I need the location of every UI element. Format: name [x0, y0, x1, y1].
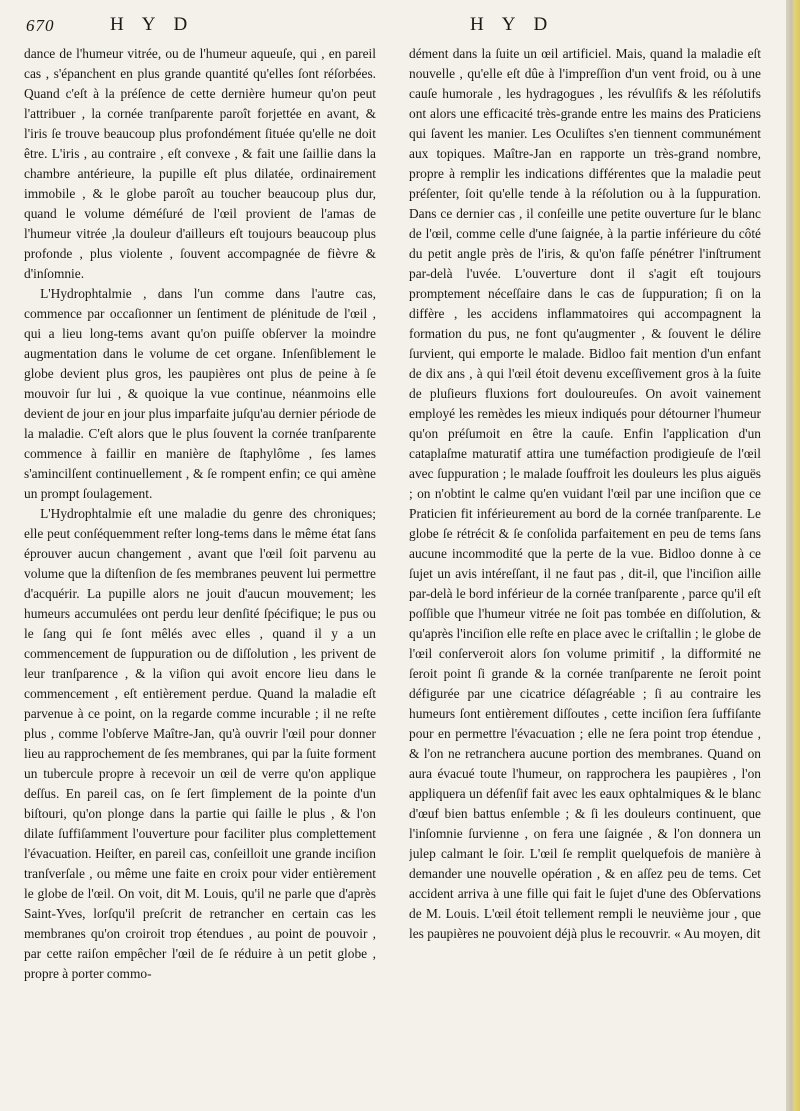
page-header: [26, 14, 766, 44]
left-column: [24, 44, 376, 1104]
page-number: 670: [26, 16, 55, 35]
running-head-left: H Y D: [110, 14, 195, 35]
paragraph: L'Hydrophtalmie , dans l'un comme dans l'autre cas, commence par occaſionner un ſentiment de plénitude de l'œil , qui a lieu long-tems avant qu'on puiſſe obſerver la moindre augmentation dans le volume de cet organe. Inſenſiblement le globe devient plus gros, les paupières ont plus de peine à ſe mouvoir ſur lui , & quoique la vue continue, néanmoins elle devient de jour en jour plus imparfaite juſqu'au dernier période de la maladie. C'eſt alors que le plus ſouvent la cornée tranſparente commence à faillir en manière de ſtaphylôme , ſes lames s'amincilſent continuellement , & ſe rompent enfin; ce qui amène un prompt ſoulagement.: [24, 286, 376, 501]
paragraph: dément dans la ſuite un œil artificiel. Mais, quand la maladie eſt nouvelle , qu'elle eſt dûe à l'impreſſion d'un vent froid, ou à une cauſe humorale , les hydragogues , les révulſifs & les réſolutifs ont alors une efficacité très-grande entre les mains des Praticiens qui ſavent les manier. Les Oculiſtes s'en tiennent communément aux topiques. Maître-Jan en rapporte un très-grand nombre, propre à remplir les indications différentes que la maladie peut préſenter, ſoit qu'elle tende à la réſolution ou à la ſuppuration. Dans ce dernier cas , il conſeille une petite ouverture ſur le blanc de l'œil, comme celle d'une ſaignée, à la partie inférieure du côté du petit angle près de l'iris, & qu'on faſſe pénétrer l'inſtrument par-delà l'uvée. L'ouverture dont il s'agit eſt toujours promptement néceſſaire dans le cas de ſuppuration; ſi on la diffère , les accidens inflammatoires qui accompagnent la formation du pus, ne font qu'augmenter , & ſouvent le délire ſurvient, qui emporte le malade. Bidloo fait mention d'un enfant de dix ans , à qui l'œil étoit devenu exceſſivement gros à la ſuite de pluſieurs fluxions fort douloureuſes. On avoit vainement employé les remèdes les mieux indiqués pour détourner l'humeur qu'on préſumoit en être la cauſe. Enfin l'application d'un cataplaſme maturatif attira une tuméfaction prodigieuſe de l'œil avec ſuppuration ; le malade ſouffroit les douleurs les plus aiguës ; on n'obtint le calme qu'en vuidant l'œil par une inciſion que ce Praticien fit inférieurement au bord de la cornée tranſparente. Le globe ſe rétrécit & ſe conſolida parfaitement en peu de tems ſans aucune incommodité que la perte de la vue. Bidloo donne à ce ſujet un avis intéreſſant, il ne faut pas , dit-il, que l'inciſion aille par-delà le bord inférieur de la cornée tranſparente , parce qu'il eſt poſſible que l'humeur vitrée ne ſoit pas tombée en diſſolution, & qu'après l'inciſion elle reſte en place avec le criſtallin ; le globe de l'œil conſerveroit alors ſon volume primitif , la difformité ne ſeroit point ſi grande & la cornée tranſparente ne ſeroit point défigurée par une cicatrice déſagréable ; ſi au contraire les humeurs ſont entièrement diſſoutes , cette inciſion ſera ſuffiſante pour en permettre l'évacuation ; elle ne ſera point trop étendue , & l'on ne retranchera aucune portion des membranes. Quand on aura évacué toute l'humeur, on rapprochera les paupières , l'on appliquera un défenſif fait avec les eaux ophtalmiques & le blanc d'œuf bien battus enſemble ; & ſi les douleurs continuent, que l'inſomnie ſurvienne , on fera une ſaignée , & l'on donnera un julep calmant le ſoir. L'œil ſe remplit quelquefois de manière à demander une nouvelle opération , & en aſſez peu de tems. Cet accident arriva à une fille qui fait le ſujet d'une des Obſervations de M. Louis. L'œil étoit tellement rempli le neuvième jour , que les paupières ne pouvoient déjà plus le recouvrir. « Au moyen, dit: [409, 46, 761, 941]
page-edge: [786, 0, 800, 1111]
paragraph: L'Hydrophtalmie eſt une maladie du genre des chroniques; elle peut conſéquemment reſter long-tems dans le même état ſans éprouver aucun changement , avant que l'œil ſoit parvenu au volume que la diſtenſion de ſes membranes peuvent lui permettre d'acquérir. La pupille alors ne jouit d'aucun mouvement; les humeurs accumulées ont perdu leur denſité ſpécifique; le pus ou le ſang qui ſe ſont mêlés avec elles , quand il y a un commencement de ſuppuration ou de diſſolution , les privent de leur tranſparence , & la viſion qui avoit encore lieu dans le commencement , eſt entièrement perdue. Quand la maladie eſt parvenue à ce point, on la regarde comme incurable ; il ne reſte plus , comme l'obſerve Maître-Jan, qu'à ouvrir l'œil pour donner lieu au rapprochement de ſes membranes, qui par la ſuite forment un tubercule propre à recevoir un œil de verre qu'on applique deſſus. En pareil cas, on ſe ſert ſimplement de la pointe d'un biſtouri, qu'on plonge dans la partie qui ſaille le plus , & l'on dilate ſuffiſamment l'ouverture pour faciliter plus complettement l'évacuation. Heiſter, en pareil cas, conſeilloit une grande inciſion tranſverſale , ou même une faite en croix pour vider entièrement le globe de l'œil. On voit, dit M. Louis, qu'il ne parle que d'après Saint-Yves, lorſqu'il preſcrit de retrancher en certain cas les membranes qu'on croiroit trop étendues , au point de pouvoir , par cette raiſon empêcher l'œil de ſe réduire à un petit globe , propre à porter commo-: [24, 506, 376, 981]
running-head-right: H Y D: [470, 14, 555, 35]
paragraph: dance de l'humeur vitrée, ou de l'humeur aqueuſe, qui , en pareil cas , s'épanchent en plus grande quantité qu'elles ſont réſorbées. Quand c'eſt à la préſence de cette dernière humeur qu'on peut l'attribuer , la cornée tranſparente paroît forjettée en avant, & l'iris ſe trouve beaucoup plus profondément ſituée qu'elle ne doit être. L'iris , au contraire , eſt convexe , & fait une ſaillie dans la chambre antérieure, la pupille eſt plus dilatée, ordinairement immobile , & le globe paroît au toucher beaucoup plus dur, quand le volume déméſuré de l'œil provient de l'amas de l'humeur vitrée ,la douleur d'ailleurs eſt toujours beaucoup plus profonde , plus violente , ſouvent accompagnée de fièvre & d'inſomnie.: [24, 46, 376, 281]
right-column: [409, 44, 761, 1104]
